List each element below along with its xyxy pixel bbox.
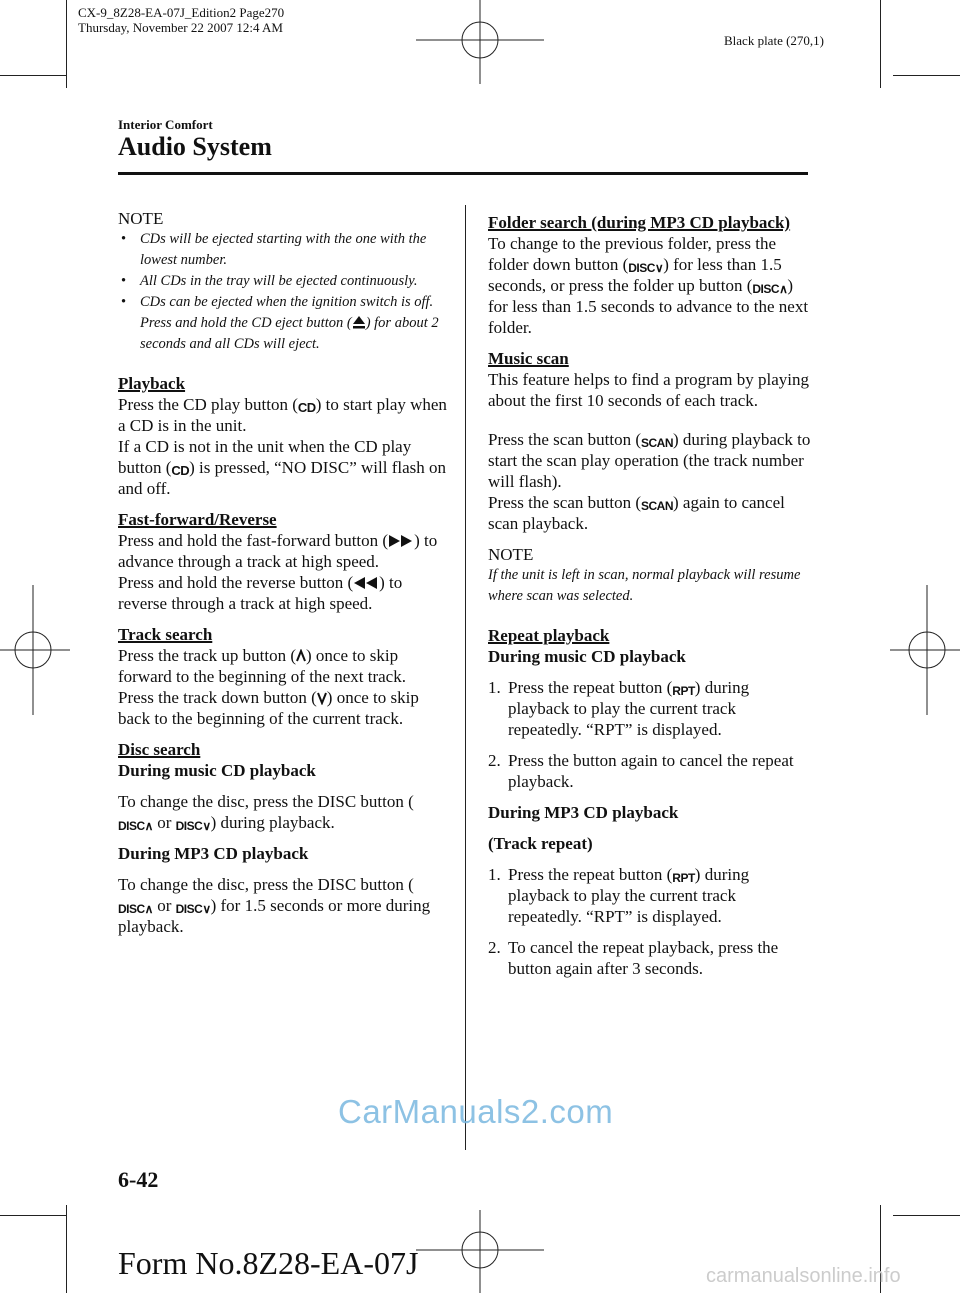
track-up-icon — [296, 649, 306, 663]
repeat-step: 1. Press the repeat button (RPT) during playback to play the current track repeatedly. “RPT” is displayed. — [488, 678, 750, 739]
crop-mark — [893, 75, 960, 76]
crop-mark — [66, 0, 67, 88]
disc-down-icon: DISC∨ — [628, 261, 664, 275]
rpt-button-icon: RPT — [672, 871, 695, 885]
disc-up-icon: DISC∧ — [752, 282, 788, 296]
track-search-text: Press the track up button ( ) once to skip forward to the beginning of the next track. — [118, 646, 406, 686]
playback-text: If a CD is not in the unit when the CD play button (CD) is pressed, “NO DISC” will flash on and off. — [118, 437, 446, 498]
crop-mark — [0, 75, 66, 76]
file-line-1: CX-9_8Z28-EA-07J_Edition2 Page270 — [78, 5, 285, 20]
reverse-icon — [353, 576, 379, 590]
folder-search-text: To change to the previous folder, press the folder down button (DISC∨) for less than 1.5 seconds, or press the folder up button (DISC∧) for less than 1.5 seconds to advance to the next folder. — [488, 234, 809, 337]
registration-target-icon — [0, 585, 70, 715]
scan-button-icon: SCAN — [640, 436, 673, 450]
registration-target-icon — [416, 1210, 544, 1293]
note-heading: NOTE — [118, 209, 164, 228]
disc-down-icon: DISC∨ — [175, 819, 211, 833]
disc-mp3-text: To change the disc, press the DISC button (DISC∧ or DISC∨) for 1.5 seconds or more during playback. — [118, 875, 431, 936]
note-item: • All CDs in the tray will be ejected continuously. — [118, 271, 448, 292]
eject-icon — [352, 315, 366, 329]
repeat-step: 2. Press the button again to cancel the repeat playback. — [488, 751, 794, 791]
music-scan-text: Press the scan button (SCAN) during playback to start the scan play operation (the track number will flash). — [488, 430, 811, 491]
column-divider — [465, 205, 466, 1150]
disc-mp3-heading: During MP3 CD playback — [118, 844, 309, 863]
fast-forward-icon — [388, 534, 414, 548]
note-heading: NOTE — [488, 545, 534, 564]
cd-button-icon: CD — [297, 400, 316, 415]
folder-search-heading: Folder search (during MP3 CD playback) — [488, 213, 791, 232]
music-scan-text: This feature helps to find a program by playing about the first 10 seconds of each track. — [488, 370, 810, 410]
site-watermark: carmanualsonline.info — [706, 1265, 901, 1287]
disc-search-heading: Disc search — [118, 740, 201, 759]
crop-mark — [893, 1215, 960, 1216]
section-label: Interior Comfort — [118, 117, 213, 132]
music-scan-text: Press the scan button (SCAN) again to cancel scan playback. — [488, 493, 785, 533]
page-title: Audio System — [118, 132, 272, 161]
registration-target-icon — [890, 585, 960, 715]
page-number: 6-42 — [118, 1167, 159, 1192]
disc-up-icon: DISC∧ — [118, 819, 153, 833]
file-line-2: Thursday, November 22 2007 12:4 AM — [78, 20, 283, 35]
repeat-mp3-heading: During MP3 CD playback — [488, 803, 679, 822]
crop-mark — [880, 0, 881, 88]
disc-down-icon: DISC∨ — [175, 902, 211, 916]
left-column — [118, 208, 448, 937]
track-repeat-heading: (Track repeat) — [488, 834, 593, 853]
scan-button-icon: SCAN — [640, 499, 673, 513]
repeat-heading: Repeat playback — [488, 626, 610, 645]
form-number: Form No.8Z28-EA-07J — [118, 1245, 419, 1281]
watermark-logo: CarManuals2.com — [338, 1093, 614, 1130]
repeat-step: 1. Press the repeat button (RPT) during playback to play the current track repeatedly. “RPT” is displayed. — [488, 865, 750, 926]
cd-button-icon: CD — [171, 463, 190, 478]
fast-forward-heading: Fast-forward/Reverse — [118, 510, 277, 529]
crop-mark — [0, 1215, 66, 1216]
playback-text: Press the CD play button (CD) to start play when a CD is in the unit. — [118, 395, 447, 435]
repeat-cd-heading: During music CD playback — [488, 647, 686, 666]
title-rule — [118, 172, 808, 175]
note-item — [118, 292, 448, 355]
disc-cd-heading: During music CD playback — [118, 761, 316, 780]
rpt-button-icon: RPT — [672, 684, 695, 698]
track-search-heading: Track search — [118, 625, 213, 644]
disc-up-icon: DISC∧ — [118, 902, 153, 916]
track-down-icon — [317, 691, 327, 705]
fast-forward-text: Press and hold the fast-forward button ( ) to advance through a track at high speed. — [118, 531, 438, 571]
plate-info: Black plate (270,1) — [724, 33, 824, 48]
note-text: CDs can be ejected when the ignition switch is off. Press and hold the CD eject button ( — [140, 294, 434, 331]
note-list — [118, 229, 448, 355]
music-scan-heading: Music scan — [488, 349, 569, 368]
note-item: • CDs will be ejected starting with the one with the lowest number. — [118, 229, 448, 271]
repeat-step: 2. To cancel the repeat playback, press the button again after 3 seconds. — [488, 938, 779, 978]
reverse-text: Press and hold the reverse button ( ) to reverse through a track at high speed. — [118, 573, 403, 613]
note-text: ) for about 2 seconds and all CDs will eject. — [140, 315, 439, 352]
note-text: If the unit is left in scan, normal playback will resume where scan was selected. — [488, 567, 801, 604]
registration-target-icon — [416, 0, 544, 84]
disc-cd-text: To change the disc, press the DISC button (DISC∧ or DISC∨) during playback. — [118, 792, 414, 833]
playback-heading: Playback — [118, 374, 186, 393]
file-info — [78, 5, 284, 35]
right-column — [488, 212, 813, 989]
crop-mark — [66, 1205, 67, 1293]
track-search-text: Press the track down button ( ) once to skip back to the beginning of the current track. — [118, 688, 419, 728]
